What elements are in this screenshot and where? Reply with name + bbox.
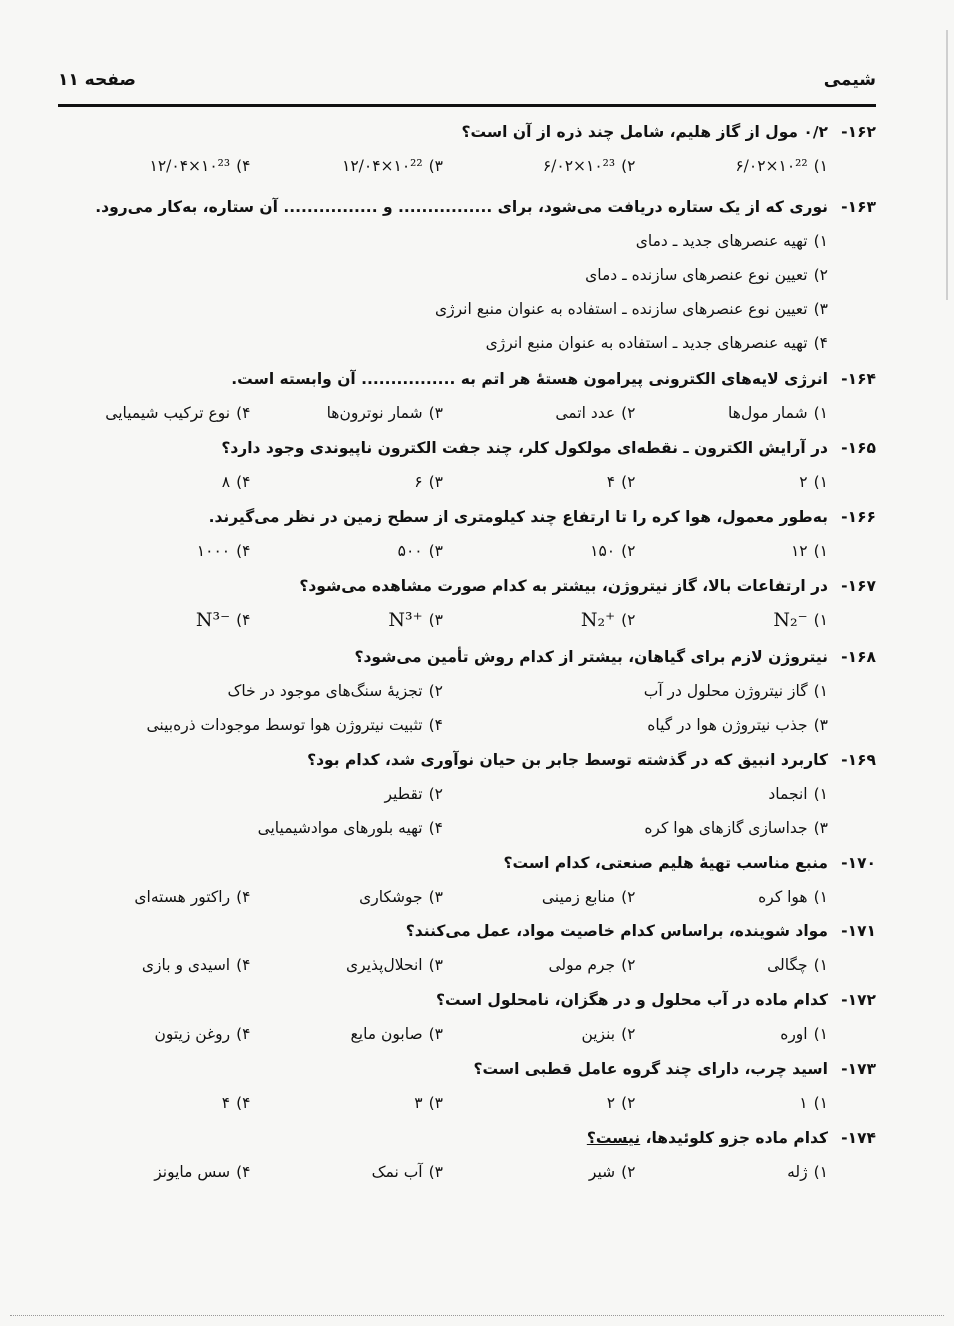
- question-165: [58, 431, 876, 499]
- options-list: [58, 224, 876, 360]
- question-text: نوری که از یک ستاره دریافت می‌شود، برای ................ و ................ آن ستاره، به‌کار می‌رود.: [95, 198, 828, 216]
- question-text: ۰/۲ مول از گاز هلیم، شامل چند ذره از آن است؟: [461, 123, 828, 141]
- option-2: ۲) بنزین: [581, 1025, 636, 1043]
- question-text: انرژی لایه‌های الکترونی پیرامون هستهٔ هر اتم به ................ آن وابسته است.: [231, 370, 828, 388]
- question-text: منبع مناسب تهیهٔ هلیم صنعتی، کدام است؟: [503, 854, 828, 872]
- question-number: ۱۶۸-: [841, 648, 876, 666]
- option-4: ۴) سس مایونز: [154, 1163, 251, 1181]
- option-3: ۳) شمار نوترون‌ها: [326, 404, 443, 422]
- option-1: ۱) چگالی: [767, 956, 828, 974]
- option-1: ۱) شمار مول‌ها: [728, 404, 828, 422]
- option-3: ۳) N³⁺: [388, 609, 443, 631]
- question-number: ۱۶۵-: [841, 439, 876, 457]
- question-text: کاربرد انبیق که در گذشته توسط جابر بن حیان نوآوری شد، کدام بود؟: [307, 751, 828, 769]
- bottom-scan-edge: [10, 1315, 944, 1316]
- options-row: [58, 777, 876, 811]
- question-text: کدام ماده در آب محلول و در هگزان، نامحلول است؟: [436, 991, 828, 1009]
- option-4: ۴) ۴: [221, 1094, 251, 1112]
- options-row: [58, 465, 876, 499]
- subject-title: شیمی: [823, 70, 876, 90]
- options-row: [58, 674, 876, 708]
- question-number: ۱۶۷-: [841, 577, 876, 595]
- option-4: ۴) راکتور هسته‌ای: [134, 888, 251, 906]
- option-2: ۲) تعیین نوع عنصرهای سازنده ـ دمای: [585, 266, 828, 284]
- options-row: [58, 1086, 876, 1120]
- options-row: [58, 396, 876, 430]
- option-4: ۴) تثبیت نیتروژن هوا توسط موجودات ذره‌بینی: [146, 716, 443, 734]
- option-2: ۲) شیر: [588, 1163, 636, 1181]
- option-1: ۱) ۲: [799, 473, 828, 491]
- option-2: ۲) تقطیر: [384, 785, 443, 803]
- option-1: ۱) ۱: [799, 1094, 828, 1112]
- option-2: ۲) ۴: [606, 473, 636, 491]
- page-number: صفحه ۱۱: [58, 70, 136, 90]
- question-number: ۱۷۴-: [841, 1129, 876, 1147]
- question-169: [58, 743, 876, 845]
- question-number: ۱۶۳-: [841, 198, 876, 216]
- question-164: [58, 362, 876, 430]
- question-number: ۱۶۹-: [841, 751, 876, 769]
- question-number: ۱۷۱-: [841, 922, 876, 940]
- question-171: [58, 914, 876, 982]
- option-2: ۲) N₂⁺: [580, 609, 636, 631]
- options-row: [58, 1155, 876, 1189]
- option-4: ۴) ۱۰۰۰: [196, 542, 251, 560]
- options-row: [58, 534, 876, 568]
- question-number: ۱۷۳-: [841, 1060, 876, 1078]
- question-163: [58, 190, 876, 360]
- option-1: ۱) گاز نیتروژن محلول در آب: [643, 682, 828, 700]
- options-row: [58, 811, 876, 845]
- question-text: در ارتفاعات بالا، گاز نیتروژن، بیشتر به کدام صورت مشاهده می‌شود؟: [299, 577, 828, 595]
- question-168: [58, 640, 876, 742]
- option-3: ۳) تعیین نوع عنصرهای سازنده ـ استفاده به عنوان منبع انرژی: [434, 300, 828, 318]
- question-162: [58, 115, 876, 183]
- options-row: [58, 948, 876, 982]
- option-1: ۱) انجماد: [768, 785, 828, 803]
- option-4: ۴) روغن زیتون: [154, 1025, 251, 1043]
- question-number: ۱۶۶-: [841, 508, 876, 526]
- option-3: ۳) جداسازی گازهای هوا کره: [644, 819, 828, 837]
- options-row: [58, 708, 876, 742]
- option-3: ۳) صابون مایع: [350, 1025, 443, 1043]
- option-4: ۴) تهیه بلورهای موادشیمیایی: [257, 819, 443, 837]
- option-1: ۱) N₂⁻: [773, 609, 828, 631]
- question-166: [58, 500, 876, 568]
- option-4: ۴) اسیدی و بازی: [141, 956, 251, 974]
- question-172: [58, 983, 876, 1051]
- option-3: ۳) ۵۰۰: [397, 542, 443, 560]
- emphasis-underlined: نیست؟: [586, 1129, 641, 1147]
- question-text: مواد شوینده، براساس کدام خاصیت مواد، عمل می‌کنند؟: [405, 922, 828, 940]
- question-text: نیتروژن لازم برای گیاهان، بیشتر از کدام روش تأمین می‌شود؟: [354, 648, 828, 666]
- page-header: [58, 58, 876, 102]
- question-number: ۱۶۲-: [841, 123, 876, 141]
- options-row: [58, 603, 876, 637]
- question-number: ۱۷۰-: [841, 854, 876, 872]
- option-2: ۲) منابع زمینی: [541, 888, 636, 906]
- option-2: ۲) عدد اتمی: [555, 404, 636, 422]
- option-2: ۲) ۶/۰۲×۱۰²³: [542, 157, 636, 175]
- options-row: [58, 149, 876, 183]
- option-4: ۴) تهیه عنصرهای جدید ـ استفاده به عنوان منبع انرژی: [485, 334, 828, 352]
- question-text: کدام ماده جزو کلوئیدها، نیست؟: [586, 1129, 828, 1147]
- option-1: ۱) تهیه عنصرهای جدید ـ دمای: [635, 232, 828, 250]
- option-2: ۲) تجزیهٔ سنگ‌های موجود در خاک: [227, 682, 443, 700]
- option-4: ۴) نوع ترکیب شیمیایی: [105, 404, 251, 422]
- question-167: [58, 569, 876, 637]
- question-text: به‌طور معمول، هوا کره را تا ارتفاع چند کیلومتری از سطح زمین در نظر می‌گیرند.: [208, 508, 828, 526]
- question-170: [58, 846, 876, 914]
- option-3: ۳) ۶: [414, 473, 443, 491]
- option-3: ۳) آب نمک: [371, 1163, 443, 1181]
- option-3: ۳) انحلال‌پذیری: [346, 956, 443, 974]
- option-3: ۳) ۱۲/۰۴×۱۰²²: [342, 157, 443, 175]
- option-1: ۱) ژله: [787, 1163, 828, 1181]
- option-1: ۱) هوا کره: [758, 888, 828, 906]
- option-2: ۲) جرم مولی: [548, 956, 636, 974]
- option-3: ۳) جذب نیتروژن هوا در گیاه: [647, 716, 828, 734]
- option-3: ۳) ۳: [414, 1094, 443, 1112]
- option-3: ۳) جوشکاری: [359, 888, 443, 906]
- margin-line: [946, 30, 948, 300]
- option-4: ۴) ۸: [221, 473, 251, 491]
- question-number: ۱۶۴-: [841, 370, 876, 388]
- option-1: ۱) ۶/۰۲×۱۰²²: [735, 157, 828, 175]
- options-row: [58, 1017, 876, 1051]
- question-173: [58, 1052, 876, 1120]
- option-2: ۲) ۲: [606, 1094, 636, 1112]
- option-1: ۱) ۱۲: [790, 542, 828, 560]
- option-2: ۲) ۱۵۰: [590, 542, 636, 560]
- question-number: ۱۷۲-: [841, 991, 876, 1009]
- header-rule: [58, 104, 876, 107]
- option-1: ۱) اوره: [780, 1025, 828, 1043]
- option-4: ۴) N³⁻: [195, 609, 251, 631]
- options-row: [58, 880, 876, 914]
- question-174: [58, 1121, 876, 1189]
- option-4: ۴) ۱۲/۰۴×۱۰²³: [149, 157, 251, 175]
- question-text: در آرایش الکترون ـ نقطه‌ای مولکول کلر، چند جفت الکترون ناپیوندی وجود دارد؟: [221, 439, 828, 457]
- question-text: اسید چرب، دارای چند گروه عامل قطبی است؟: [473, 1060, 828, 1078]
